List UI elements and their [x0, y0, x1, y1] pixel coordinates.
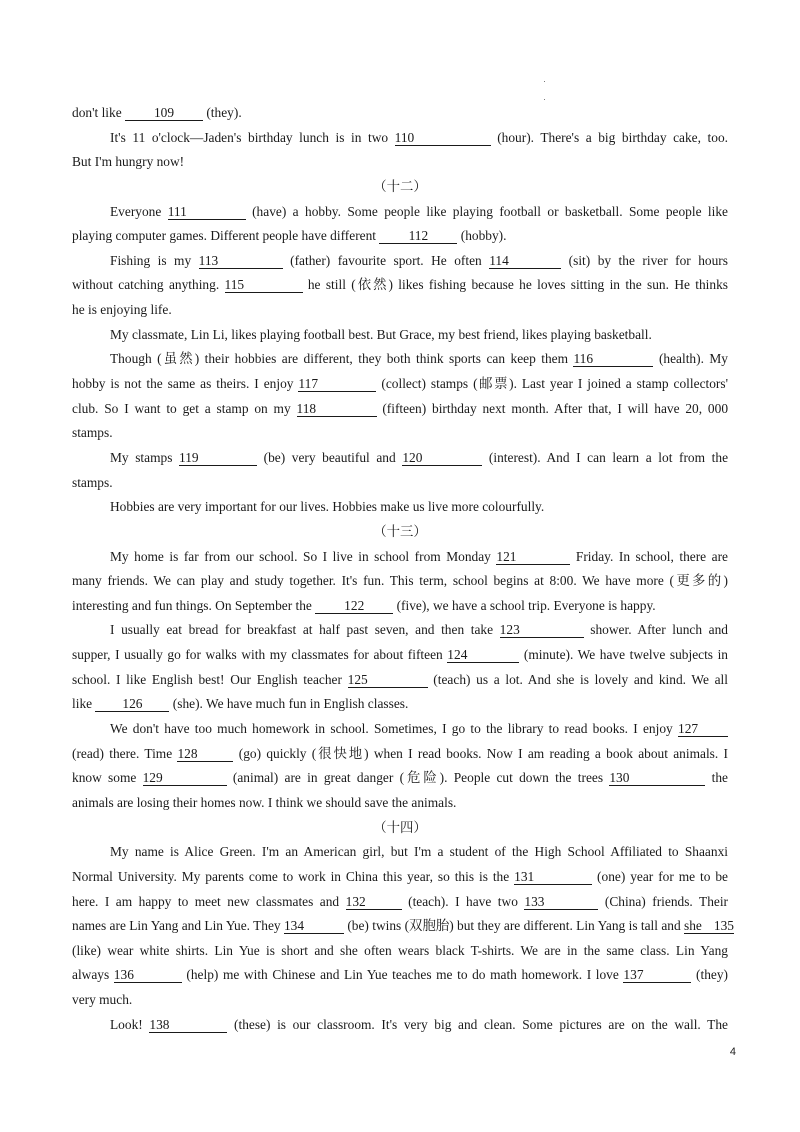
- text-line: [72, 766, 728, 791]
- text-run: many friends. We can play and study together. It's fun. This term, school begins at 8:00. We have more (更多的): [72, 573, 728, 589]
- answer-blank[interactable]: 120: [402, 450, 482, 466]
- page-number: 4: [729, 1046, 736, 1058]
- answer-blank[interactable]: 118: [297, 401, 377, 417]
- text-line: [72, 446, 728, 471]
- text-line: [72, 988, 728, 1013]
- text-run: animals are losing their homes now. I think we should save the animals.: [72, 794, 457, 810]
- text-run: (teach). I have two: [401, 893, 525, 909]
- text-run: (China) friends. Their: [598, 893, 729, 909]
- text-run: (father) favourite sport. He often: [282, 252, 490, 268]
- text-run: (interest). And I can learn a lot from the: [482, 449, 729, 465]
- section-heading: [72, 816, 728, 841]
- text-run: （十四）: [373, 819, 427, 835]
- answer-blank[interactable]: 133: [524, 894, 598, 910]
- text-run: (have) a hobby. Some people like playing football or basketball. Some people like: [245, 203, 728, 219]
- text-run: Though (虽然) their hobbies are different, they both think sports can keep them: [110, 351, 574, 367]
- answer-blank[interactable]: 125: [348, 672, 428, 688]
- text-run: supper, I usually go for walks with my classmates for about fifteen: [72, 647, 448, 663]
- text-line: [72, 569, 728, 594]
- answer-blank[interactable]: 132: [346, 894, 402, 910]
- text-run: (minute). We have twelve subjects in: [519, 647, 728, 663]
- text-run: (collect) stamps (邮票). Last year I joined a stamp collectors': [376, 376, 729, 392]
- text-run: Fishing is my: [110, 252, 199, 268]
- text-line: [72, 914, 735, 939]
- text-run: (these) is our classroom. It's very big and clean. Some pictures are on the wall. The: [227, 1016, 728, 1032]
- text-run: But I'm hungry now!: [72, 154, 185, 170]
- answer-blank[interactable]: 138: [149, 1017, 227, 1033]
- text-line: [72, 101, 728, 126]
- text-run: My home is far from our school. So I live in school from Monday: [110, 548, 497, 564]
- answer-blank[interactable]: 113: [199, 253, 283, 269]
- text-run: (five), we have a school trip. Everyone is happy.: [393, 597, 656, 613]
- text-line: [72, 200, 728, 225]
- text-run: hobby is not the same as theirs. I enjoy: [72, 376, 299, 392]
- answer-blank[interactable]: 115: [225, 277, 303, 293]
- text-line: [72, 495, 728, 520]
- text-line: [72, 594, 728, 619]
- text-run: shower. After lunch and: [583, 622, 728, 638]
- text-run: (teach) us a lot. And she is lovely and kind. We all: [427, 671, 728, 687]
- answer-blank[interactable]: 117: [298, 376, 376, 392]
- text-run: (be) twins (双胞胎) but they are different. Lin Yang is tall and: [343, 918, 685, 934]
- scan-speck: [544, 81, 545, 82]
- text-run: don't like: [72, 105, 125, 120]
- text-line: [72, 372, 728, 397]
- text-run: interesting and fun things. On September the: [72, 597, 316, 613]
- text-run: We don't have too much homework in school. Sometimes, I go to the library to read books. I enjoy: [110, 721, 678, 737]
- answer-blank[interactable]: 121: [496, 549, 570, 565]
- text-run: club. So I want to get a stamp on my: [72, 400, 297, 416]
- text-line: [72, 717, 728, 742]
- text-line: [72, 890, 728, 915]
- text-run: the: [705, 770, 729, 786]
- text-run: Hobbies are very important for our lives. Hobbies make us live more colourfully.: [110, 499, 545, 515]
- text-run: (they).: [203, 105, 242, 120]
- text-line: [72, 840, 728, 865]
- text-line: [72, 963, 728, 988]
- answer-blank[interactable]: 116: [573, 351, 653, 367]
- text-run: It's 11 o'clock—Jaden's birthday lunch is in two: [110, 129, 395, 145]
- text-run: My classmate, Lin Li, likes playing football best. But Grace, my best friend, likes playing basketball.: [110, 326, 652, 342]
- answer-blank[interactable]: 129: [143, 770, 227, 786]
- text-line: [72, 323, 728, 348]
- answer-blank[interactable]: 128: [177, 746, 233, 762]
- answer-blank[interactable]: 127: [678, 721, 728, 737]
- text-run: My stamps: [110, 449, 180, 465]
- text-run: (she). We have much fun in English classes.: [169, 696, 409, 712]
- text-line: [72, 618, 728, 643]
- answer-blank[interactable]: 126: [95, 696, 169, 712]
- answer-blank[interactable]: 112: [379, 228, 457, 244]
- text-line: [72, 668, 728, 693]
- text-run: （十二）: [373, 178, 427, 194]
- text-run: Everyone: [110, 203, 168, 219]
- text-run: (be) very beautiful and: [257, 449, 403, 465]
- text-run: (like) wear white shirts. Lin Yue is short and she often wears black T-shirts. We are in the same class. Lin Yang: [72, 942, 728, 958]
- text-run: stamps.: [72, 474, 113, 490]
- answer-blank[interactable]: 109: [125, 105, 203, 121]
- text-line: [72, 347, 728, 372]
- answer-blank[interactable]: 123: [500, 622, 584, 638]
- text-run: （十三）: [373, 523, 427, 539]
- text-run: (health). My: [653, 351, 728, 367]
- answer-blank[interactable]: 111: [168, 204, 246, 220]
- text-line: [72, 545, 728, 570]
- text-line: [72, 224, 728, 249]
- text-line: [72, 249, 728, 274]
- text-run: (go) quickly (很快地) when I read books. Now I am reading a book about animals. I: [233, 745, 728, 761]
- text-run: playing computer games. Different people have different: [72, 228, 380, 244]
- text-run: here. I am happy to meet new classmates and: [72, 893, 346, 909]
- text-line: [72, 865, 728, 890]
- section-heading: [72, 520, 728, 545]
- text-run: I usually eat bread for breakfast at half past seven, and then take: [110, 622, 500, 638]
- text-line: [72, 273, 728, 298]
- text-run: My name is Alice Green. I'm an American girl, but I'm a student of the High School Affiliated to Shaanxi: [110, 844, 728, 860]
- text-run: stamps.: [72, 425, 113, 441]
- answer-blank[interactable]: 110: [395, 130, 491, 146]
- text-line: [72, 692, 728, 717]
- text-run: (help) me with Chinese and Lin Yue teaches me to do math homework. I love: [181, 967, 624, 983]
- text-run: (read) there. Time: [72, 745, 178, 761]
- text-run: like: [72, 696, 96, 712]
- text-run: school. I like English best! Our English teacher: [72, 671, 348, 687]
- answer-blank[interactable]: she 135: [684, 918, 735, 934]
- text-run: know some: [72, 770, 143, 786]
- scan-speck: [544, 99, 545, 100]
- answer-blank[interactable]: 122: [315, 598, 393, 614]
- text-line: [72, 150, 728, 175]
- text-run: (sit) by the river for hours: [561, 252, 728, 268]
- answer-blank[interactable]: 130: [609, 770, 705, 786]
- text-run: (hobby).: [457, 228, 507, 244]
- text-line: [72, 126, 728, 151]
- text-run: (one) year for me to be: [592, 868, 728, 884]
- text-run: Friday. In school, there are: [570, 548, 728, 564]
- text-line: [72, 742, 728, 767]
- answer-blank[interactable]: 131: [514, 869, 592, 885]
- text-run: Normal University. My parents come to work in China this year, so this is the: [72, 868, 515, 884]
- answer-blank[interactable]: 137: [623, 967, 691, 983]
- text-run: without catching anything.: [72, 277, 225, 293]
- text-line: [72, 939, 728, 964]
- text-line: [72, 791, 728, 816]
- text-run: (fifteen) birthday next month. After that, I will have 20, 000: [376, 400, 729, 416]
- answer-blank[interactable]: 114: [489, 253, 561, 269]
- answer-blank[interactable]: 119: [179, 450, 257, 466]
- answer-blank[interactable]: 124: [447, 647, 519, 663]
- text-run: names are Lin Yang and Lin Yue. They: [72, 918, 284, 934]
- text-line: [72, 298, 728, 323]
- text-run: (animal) are in great danger (危险). People cut down the trees: [226, 770, 610, 786]
- text-line: [72, 643, 728, 668]
- text-run: always: [72, 967, 114, 983]
- text-run: (they): [691, 967, 728, 983]
- text-line: [72, 471, 728, 496]
- answer-blank[interactable]: 134: [284, 918, 344, 934]
- text-run: Look!: [110, 1016, 150, 1032]
- answer-blank[interactable]: 136: [114, 967, 182, 983]
- text-run: (hour). There's a big birthday cake, too.: [490, 129, 728, 145]
- text-run: he still (依然) likes fishing because he loves sitting in the sun. He thinks: [302, 277, 729, 293]
- exercise-text: [72, 101, 735, 1037]
- text-line: [72, 397, 728, 422]
- text-line: [72, 1013, 728, 1038]
- text-run: he is enjoying life.: [72, 302, 172, 318]
- text-run: very much.: [72, 992, 133, 1008]
- section-heading: [72, 175, 728, 200]
- text-line: [72, 421, 728, 446]
